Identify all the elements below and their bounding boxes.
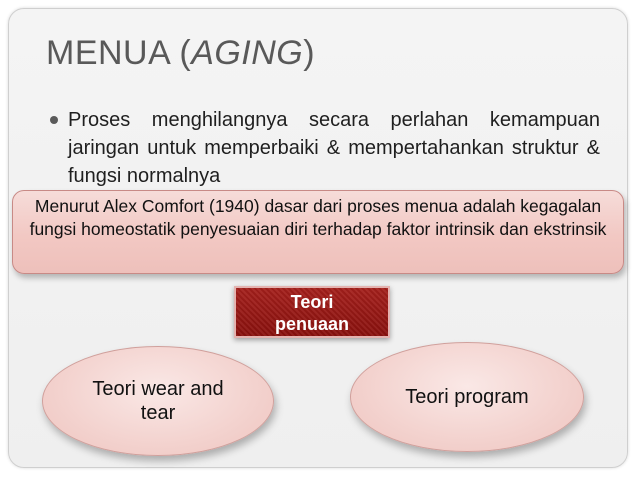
slide-title (46, 34, 315, 73)
bullet-dot-icon (50, 116, 58, 124)
teori-line2: penuaan (274, 314, 349, 334)
title-italic: AGING (191, 34, 304, 72)
theory-program (350, 342, 584, 452)
bullet-text: Proses menghilangnya secara perlahan kemampuan jaringan untuk memperbaiki & mempertahankan struktur & fungsi normalnya (68, 109, 600, 187)
theory-right-label: Teori program (405, 386, 529, 408)
teori-penuaan-box (234, 286, 390, 338)
callout-box: Menurut Alex Comfort (1940) dasar dari proses menua adalah kegagalan fungsi homeostatik penyesuaian diri terhadap faktor intrinsik dan ekstrinsik (12, 190, 624, 274)
theory-left-label: Teori wear and tear (92, 378, 224, 424)
title-main: MENUA ( (46, 34, 192, 72)
title-close: ) (303, 34, 316, 72)
theory-wear-and-tear (42, 346, 274, 456)
teori-line1: Teori (290, 292, 334, 312)
